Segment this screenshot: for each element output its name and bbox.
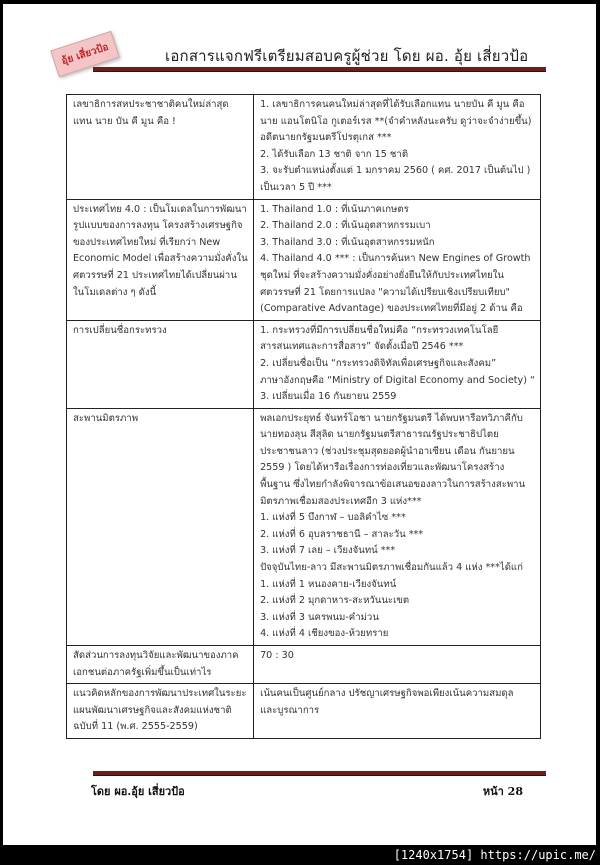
table-row xyxy=(67,408,541,645)
answer-cell xyxy=(254,408,541,645)
answer-line: 2. แห่งที่ 6 อุบลราชธานี – สาละวัน *** xyxy=(260,528,424,540)
answer-line: 4. แห่งที่ 4 เชียงของ-ห้วยทราย xyxy=(260,628,389,640)
qa-table xyxy=(66,94,541,739)
question-cell: ประเทศไทย 4.0 : เป็นโมเดลในการพัฒนารูปแบบของการลงทุน โครงสร้างเศรษฐกิจของประเทศไทยใหม่ ที่เรียกว่า New Economic Model เพื่อสร้างความมั่งคั่งในศตวรรษที่ 21 ประเทศไทยได้เปลี่ยนผ่านในโมเดลต่าง ๆ ดังนี้ xyxy=(67,199,254,320)
footer-author: โดย ผอ.อุ้ย เสี่ยวป้อ xyxy=(91,785,185,798)
answer-line: 2. Thailand 2.0 : ที่เน้นอุตสาหกรรมเบา xyxy=(260,220,431,232)
question-cell: เลขาธิการสหประชาชาติคนใหม่ล่าสุด แทน นาย บัน คี มูน คือ ! xyxy=(67,95,254,200)
table-row xyxy=(67,320,541,408)
answer-line: 70 : 30 xyxy=(260,650,294,661)
answer-line: ประชาชนลาว (ช่วงประชุมสุดยอดผู้นำอาเซียน เดือน กันยายน xyxy=(260,445,515,457)
answer-line: สารสนเทศและการสื่อสาร” จัดตั้งเมื่อปี 2546 *** xyxy=(260,341,464,353)
answer-line: เป็นเวลา 5 ปี *** xyxy=(260,181,332,193)
answer-cell xyxy=(254,320,541,408)
question-cell: สัดส่วนการลงทุนวิจัยและพัฒนาของภาคเอกชนต่อภาครัฐเพิ่มขึ้นเป็นเท่าไร xyxy=(67,646,254,684)
answer-cell xyxy=(254,95,541,200)
answer-line: 4. Thailand 4.0 *** : เป็นการค้นหา New Engines of Growth xyxy=(260,253,531,265)
answer-line: 1. แห่งที่ 1 หนองคาย-เวียงจันทน์ xyxy=(260,578,397,590)
answer-line: (Comparative Advantage) ของประเทศไทยที่มีอยู่ 2 ด้าน คือ xyxy=(260,303,523,315)
answer-line: 3. Thailand 3.0 : ที่เน้นอุตสาหกรรมหนัก xyxy=(260,236,435,248)
answer-line: 3. จะรับตำแหน่งตั้งแต่ 1 มกราคม 2560 ( คศ. 2017 เป็นต้นไป ) xyxy=(260,165,531,177)
table-row xyxy=(67,684,541,739)
answer-line: 3. แห่งที่ 7 เลย – เวียงจันทน์ *** xyxy=(260,545,396,557)
answer-line: 1. แห่งที่ 5 บึงกาฬ – บอลิคำไซ *** xyxy=(260,512,406,524)
answer-line: ศตวรรษที่ 21 โดยการแปลง "ความได้เปรียบเชิงเปรียบเทียบ" xyxy=(260,286,510,298)
answer-line: ปัจจุบันไทย-ลาว มีสะพานมิตรภาพเชื่อมกันแล้ว 4 แห่ง ***ได้แก่ xyxy=(260,562,523,574)
answer-line: นายทองลุน สีสุลิด นายกรัฐมนตรีสาธารณรัฐประชาธิปไตย xyxy=(260,429,499,441)
question-cell: สะพานมิตรภาพ xyxy=(67,408,254,645)
answer-line: 1. Thailand 1.0 : ที่เน้นภาคเกษตร xyxy=(260,203,409,215)
answer-line: 1. กระทรวงที่มีการเปลี่ยนชื่อใหม่คือ “กระทรวงเทคโนโลยี xyxy=(260,324,499,336)
image-host-watermark: [1240x1754] https://upic.me/ xyxy=(393,848,596,862)
table-row xyxy=(67,95,541,200)
answer-line: พื้นฐาน ซึ่งไทยกำลังพิจารณาข้อเสนอของลาวในการสร้างสะพาน xyxy=(260,479,526,491)
answer-line: มิตรภาพเชื่อมสองประเทศอีก 3 แห่ง*** xyxy=(260,495,422,507)
answer-line: 1. เลขาธิการคนคนใหม่ล่าสุดที่ได้รับเลือกแทน นายบัน คี มูน คือ xyxy=(260,99,525,110)
header-divider xyxy=(93,67,546,72)
answer-cell xyxy=(254,684,541,739)
answer-line: และบูรณาการ xyxy=(260,704,320,716)
table-row xyxy=(67,646,541,684)
table-row xyxy=(67,199,541,320)
answer-line: 2. เปลี่ยนชื่อเป็น “กระทรวงดิจิทัลเพื่อเศรษฐกิจและสังคม” xyxy=(260,357,497,369)
page-header-title: เอกสารแจกฟรีเตรียมสอบครูผู้ช่วย โดย ผอ. อุ้ย เสี่ยวป้อ xyxy=(165,47,529,65)
page-number: หน้า 28 xyxy=(482,785,523,798)
answer-line: ชุดใหม่ ที่จะสร้างความมั่งคั่งอย่างยั่งยืนให้กับประเทศไทยใน xyxy=(260,269,504,281)
answer-line: 2559 ) โดยได้หารือเรื่องการท่องเที่ยวและพัฒนาโครงสร้าง xyxy=(260,462,505,474)
answer-line: 2. แห่งที่ 2 มุกดาหาร-สะหวันนะเขต xyxy=(260,595,410,607)
answer-line: ภาษาอังกฤษคือ “Ministry of Digital Economy and Society) “ xyxy=(260,374,535,386)
answer-line: นาย แอนโตนิโอ กูเตอร์เรส **(จำคำหลังนะครับ ดูว่าจะจำง่ายขึ้น) xyxy=(260,115,532,127)
answer-line: อดีตนายกรัฐมนตรีโปรตุเกส *** xyxy=(260,132,392,144)
footer-divider xyxy=(93,771,546,776)
answer-line: 3. เปลี่ยนเมื่อ 16 กันยายน 2559 xyxy=(260,391,397,403)
document-page xyxy=(3,4,596,845)
answer-line: 2. ได้รับเลือก 13 ชาติ จาก 15 ชาติ xyxy=(260,148,409,160)
answer-cell xyxy=(254,199,541,320)
logo-text: อุ้ย เสี่ยวป้อ xyxy=(60,41,110,67)
answer-line: พลเอกประยุทธ์ จันทร์โอชา นายกรัฐมนตรี ได้พบหารือทวิภาคีกับ xyxy=(260,412,523,424)
answer-line: 3. แห่งที่ 3 นครพนม-คำม่วน xyxy=(260,611,379,623)
question-cell: แนวคิดหลักของการพัฒนาประเทศในระยะแผนพัฒนาเศรษฐกิจและสังคมแห่งชาติ ฉบับที่ 11 (พ.ศ. 2555-2559) xyxy=(67,684,254,739)
answer-cell xyxy=(254,646,541,684)
question-cell: การเปลี่ยนชื่อกระทรวง xyxy=(67,320,254,408)
answer-line: เน้นคนเป็นศูนย์กลาง ปรัชญาเศรษฐกิจพอเพียงเน้นความสมดุล xyxy=(260,688,514,700)
